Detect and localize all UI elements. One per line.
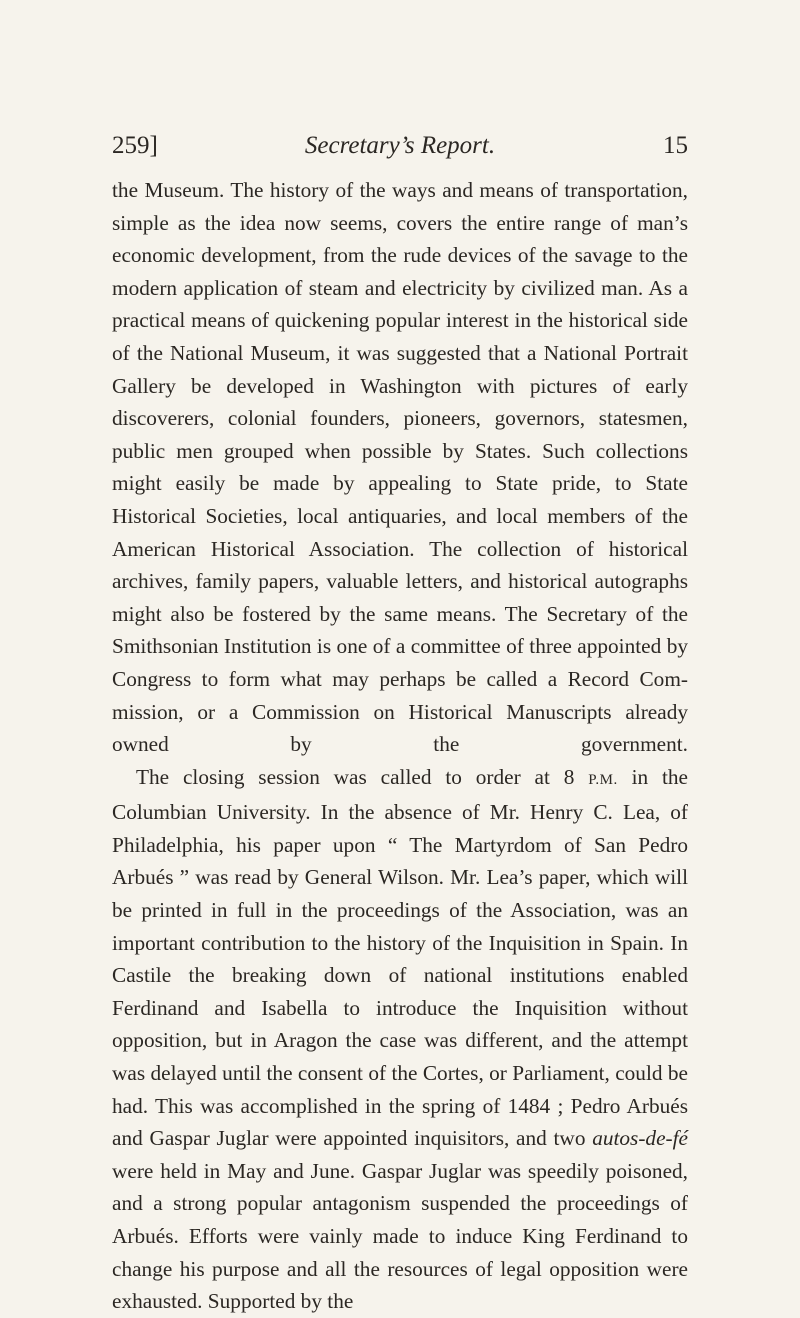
paragraph-2-part-a: The closing session was called to order at 8 xyxy=(136,764,589,789)
page-number-left: 259] xyxy=(112,132,158,159)
page-number-right: 15 xyxy=(663,132,688,159)
paragraph-2 xyxy=(112,761,688,1318)
paragraph-2-part-b: in the Columbian University. In the absence of Mr. Henry C. Lea, of Philadelphia, his paper upon “ The Martyrdom of San Pedro Arbués ” was read by General Wilson. Mr. Lea’s paper, which will be printed in full in the proceedings of the Association, was an important contribution to the history of the Inquisition in Spain. In Castile the breaking down of national institutions enabled Ferdinand and Isabella to introduce the Inquisition without opposition, but in Aragon the case was different, and the attempt was delayed until the consent of the Cortes, or Parliament, could be had. This was accomplished in the spring of 1484 ; Pedro Arbués and Gaspar Juglar were appointed inquisitors, and two xyxy=(112,764,688,1151)
paragraph-2-part-c: were held in May and June. Gaspar Juglar was speedily poisoned, and a strong popular antagonism suspended the proceedings of Arbués. Efforts were vainly made to induce King Ferdinand to change his purpose and all the resources of legal opposition were exhausted. Supported by the xyxy=(112,1158,688,1314)
italic-term: autos-de-fé xyxy=(592,1126,688,1151)
running-title: Secretary’s Report. xyxy=(304,132,496,159)
time-pm: P.M. xyxy=(588,771,618,788)
paragraph-1: the Museum. The history of the ways and means of transportation, simple as the idea now seems, covers the entire range of man’s economic development, from the rude devices of the savage to the modern application of steam and electricity by civilized man. As a practical means of quickening popular interest in the historical side of the National Museum, it was suggested that a National Portrait Gallery be developed in Washington with pictures of early discoverers, colonial founders, pioneers, governors, statesmen, public men grouped when possible by States. Such collections might easily be made by appealing to State pride, to State Historical Societies, local antiquaries, and local members of the American Historical Association. The collection of historical archives, family papers, valuable letters, and historical autographs might also be fostered by the same means. The Secretary of the Smithsonian Institution is one of a committee of three appointed by Congress to form what may perhaps be called a Record Commission, or a Commission on Historical Manuscripts already owned by the government. xyxy=(112,178,688,757)
body-text xyxy=(112,174,688,1318)
page-header xyxy=(112,132,688,172)
